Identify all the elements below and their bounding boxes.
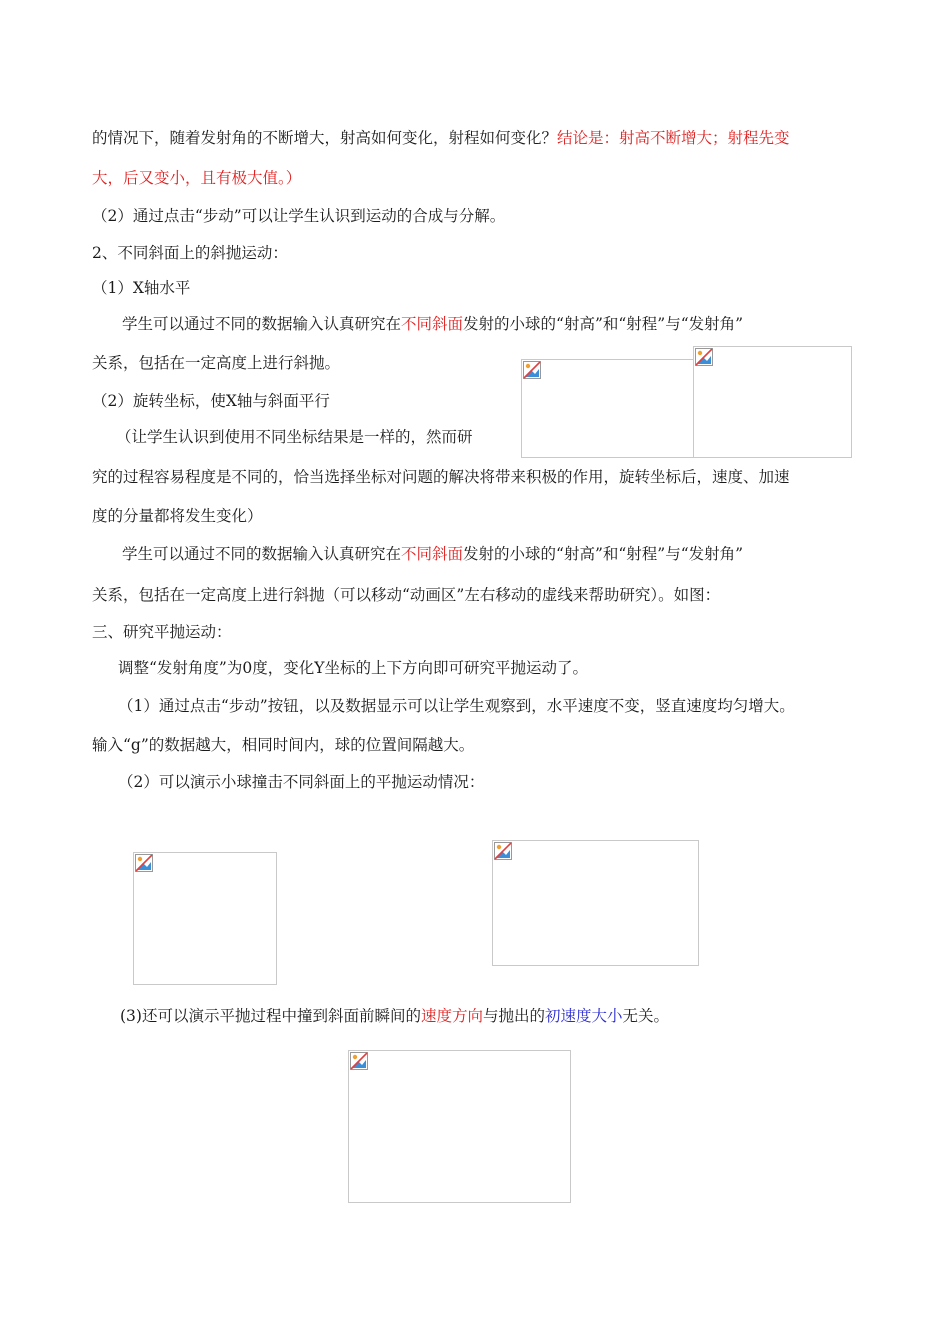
text: 与抛出的 <box>482 1007 545 1025</box>
paragraph-line: 关系，包括在一定高度上进行斜抛。 <box>92 354 341 372</box>
figure-image <box>693 346 852 458</box>
paragraph-line <box>122 544 743 564</box>
highlight-text-blue: 初速度大小 <box>545 1007 623 1025</box>
paragraph-line: 度的分量都将发生变化） <box>92 507 263 525</box>
paragraph-line <box>120 1006 669 1026</box>
text: 发射的小球的“射高”和“射程”与“发射角” <box>463 315 744 333</box>
highlight-text: 速度方向 <box>420 1007 483 1025</box>
paragraph-line: 调整“发射角度”为0度，变化Y坐标的上下方向即可研究平抛运动了。 <box>118 659 588 677</box>
text: 学生可以通过不同的数据输入认真研究在 <box>122 545 402 563</box>
paragraph-line: （让学生认识到使用不同坐标结果是一样的，然而研 <box>116 428 473 446</box>
paragraph-line: 输入“g”的数据越大，相同时间内，球的位置间隔越大。 <box>92 736 475 754</box>
paragraph-line: （2）通过点击“步动”可以让学生认识到运动的合成与分解。 <box>92 207 506 225</box>
section-heading: 三、研究平抛运动： <box>92 623 232 641</box>
text: 无关。 <box>622 1007 670 1025</box>
paragraph-line <box>92 128 790 148</box>
figure-image <box>492 840 699 966</box>
broken-image-icon <box>350 1052 368 1070</box>
conclusion-text: 结论是：射高不断增大；射程先变 <box>557 129 790 147</box>
section-heading: 2、不同斜面上的斜抛运动： <box>92 244 288 262</box>
text: 的情况下，随着发射角的不断增大，射高如何变化，射程如何变化？ <box>92 129 558 147</box>
paragraph-line: （1）通过点击“步动”按钮，以及数据显示可以让学生观察到，水平速度不变，竖直速度均匀增大。 <box>118 697 795 715</box>
broken-image-icon <box>695 348 713 366</box>
figure-image <box>348 1050 571 1203</box>
subheading: （1）X轴水平 <box>92 279 191 297</box>
text: (3)还可以演示平抛过程中撞到斜面前瞬间的 <box>120 1007 421 1025</box>
paragraph-line: 究的过程容易程度是不同的，恰当选择坐标对问题的解决将带来积极的作用，旋转坐标后，速度、加速 <box>92 468 790 486</box>
highlight-text: 不同斜面 <box>401 545 464 563</box>
conclusion-line: 大，后又变小，且有极大值。） <box>92 169 302 187</box>
paragraph-line <box>122 314 743 334</box>
figure-image <box>133 852 277 985</box>
paragraph-line: （2）可以演示小球撞击不同斜面上的平抛运动情况： <box>118 773 485 791</box>
broken-image-icon <box>494 842 512 860</box>
figure-image <box>521 359 695 458</box>
text: 发射的小球的“射高”和“射程”与“发射角” <box>463 545 744 563</box>
broken-image-icon <box>523 361 541 379</box>
broken-image-icon <box>135 854 153 872</box>
subheading: （2）旋转坐标，使X轴与斜面平行 <box>92 392 330 410</box>
text: 学生可以通过不同的数据输入认真研究在 <box>122 315 402 333</box>
paragraph-line: 关系，包括在一定高度上进行斜抛（可以移动“动画区”左右移动的虚线来帮助研究）。如图： <box>92 586 721 604</box>
highlight-text: 不同斜面 <box>401 315 464 333</box>
